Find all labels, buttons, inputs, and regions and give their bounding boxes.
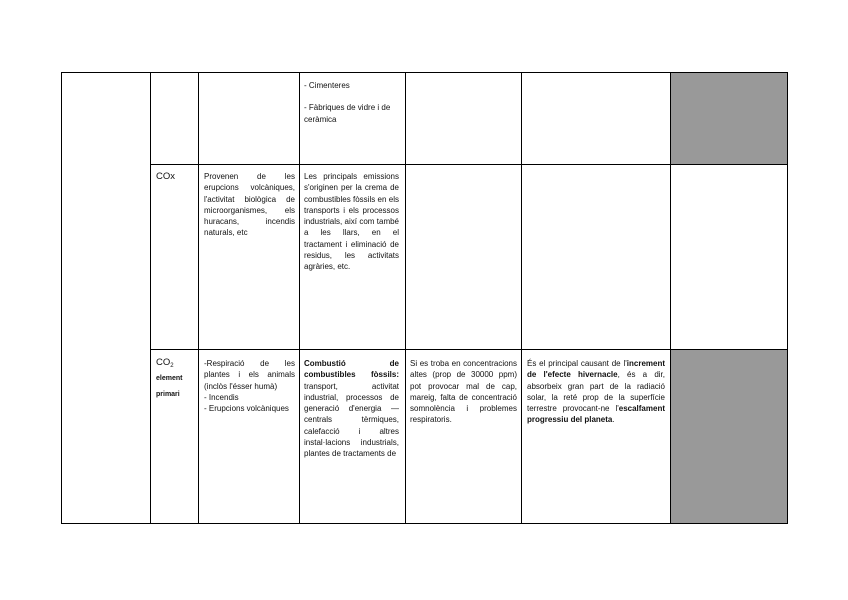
row1-source-item: - Cimenteres: [304, 81, 350, 90]
table-top-border: [61, 72, 788, 73]
row-divider-1: [150, 164, 788, 165]
row3-anthropic-heading: Combustió de combustibles fòssils:: [304, 359, 399, 380]
col-border-0: [61, 72, 62, 524]
row3-anthropic-sources: [304, 358, 399, 521]
table-bottom-border: [61, 523, 788, 524]
row3-natural-item: - Incendis: [204, 392, 239, 402]
row2-natural-sources: Provenen de les erupcions volcàniques, l'activitat biològica de microorganismes, els huracans, incendis naturals, etc: [204, 172, 295, 238]
row3-health-effects: Si es troba en concentracions altes (prop de 30000 ppm) pot provocar mal de cap, mareig, falta de concentració somnolència i problemes respiratoris.: [410, 359, 517, 425]
row3-pollutant-formula: $CO_2$: [156, 357, 174, 369]
row3-anthropic-text: transport, activitat industrial, processos de generació d'energia —centrals tèrmiques, calefacció i altres instal·lacions industrials, plantes de tractaments de: [304, 381, 399, 459]
row3-natural-item: - Erupcions volcàniques: [204, 404, 289, 414]
col-border-2: [198, 72, 199, 524]
col-border-1: [150, 72, 151, 524]
row3-environmental-effects: És el principal causant de l'increment de l'efecte hivernacle, és a dir, absorbeix gran part de la radiació solar, la reté prop de la superfície terrestre provocant-ne l'escalfament progressiu del planeta.: [527, 359, 665, 425]
row2-anthropic-sources: Les principals emissions s'originen per la crema de combustibles fòssils en els transports i els processos industrials, així com també a les llars, en el tractament i eliminació de residus, les activitats agràries, etc.: [304, 172, 399, 272]
row3-natural-item: -Respiració de les plantes i els animals (inclòs l'ésser humà): [204, 359, 295, 391]
row1-sources-cell: [304, 80, 400, 125]
shaded-cell-row1: [671, 73, 787, 164]
row2-pollutant-label: COx: [156, 171, 175, 182]
col-border-6: [670, 72, 671, 524]
col-border-5: [521, 72, 522, 524]
shaded-cell-row3: [671, 350, 787, 523]
row1-source-item: - Fàbriques de vidre i de ceràmica: [304, 103, 391, 124]
row3-pollutant-cell: [156, 356, 196, 401]
col-border-7: [787, 72, 788, 524]
row3-pollutant-note: primari: [156, 391, 180, 398]
row3-pollutant-note: element: [156, 375, 183, 382]
row-divider-2: [150, 349, 788, 350]
col-border-4: [405, 72, 406, 524]
col-border-3: [299, 72, 300, 524]
row3-natural-sources: [204, 358, 295, 414]
